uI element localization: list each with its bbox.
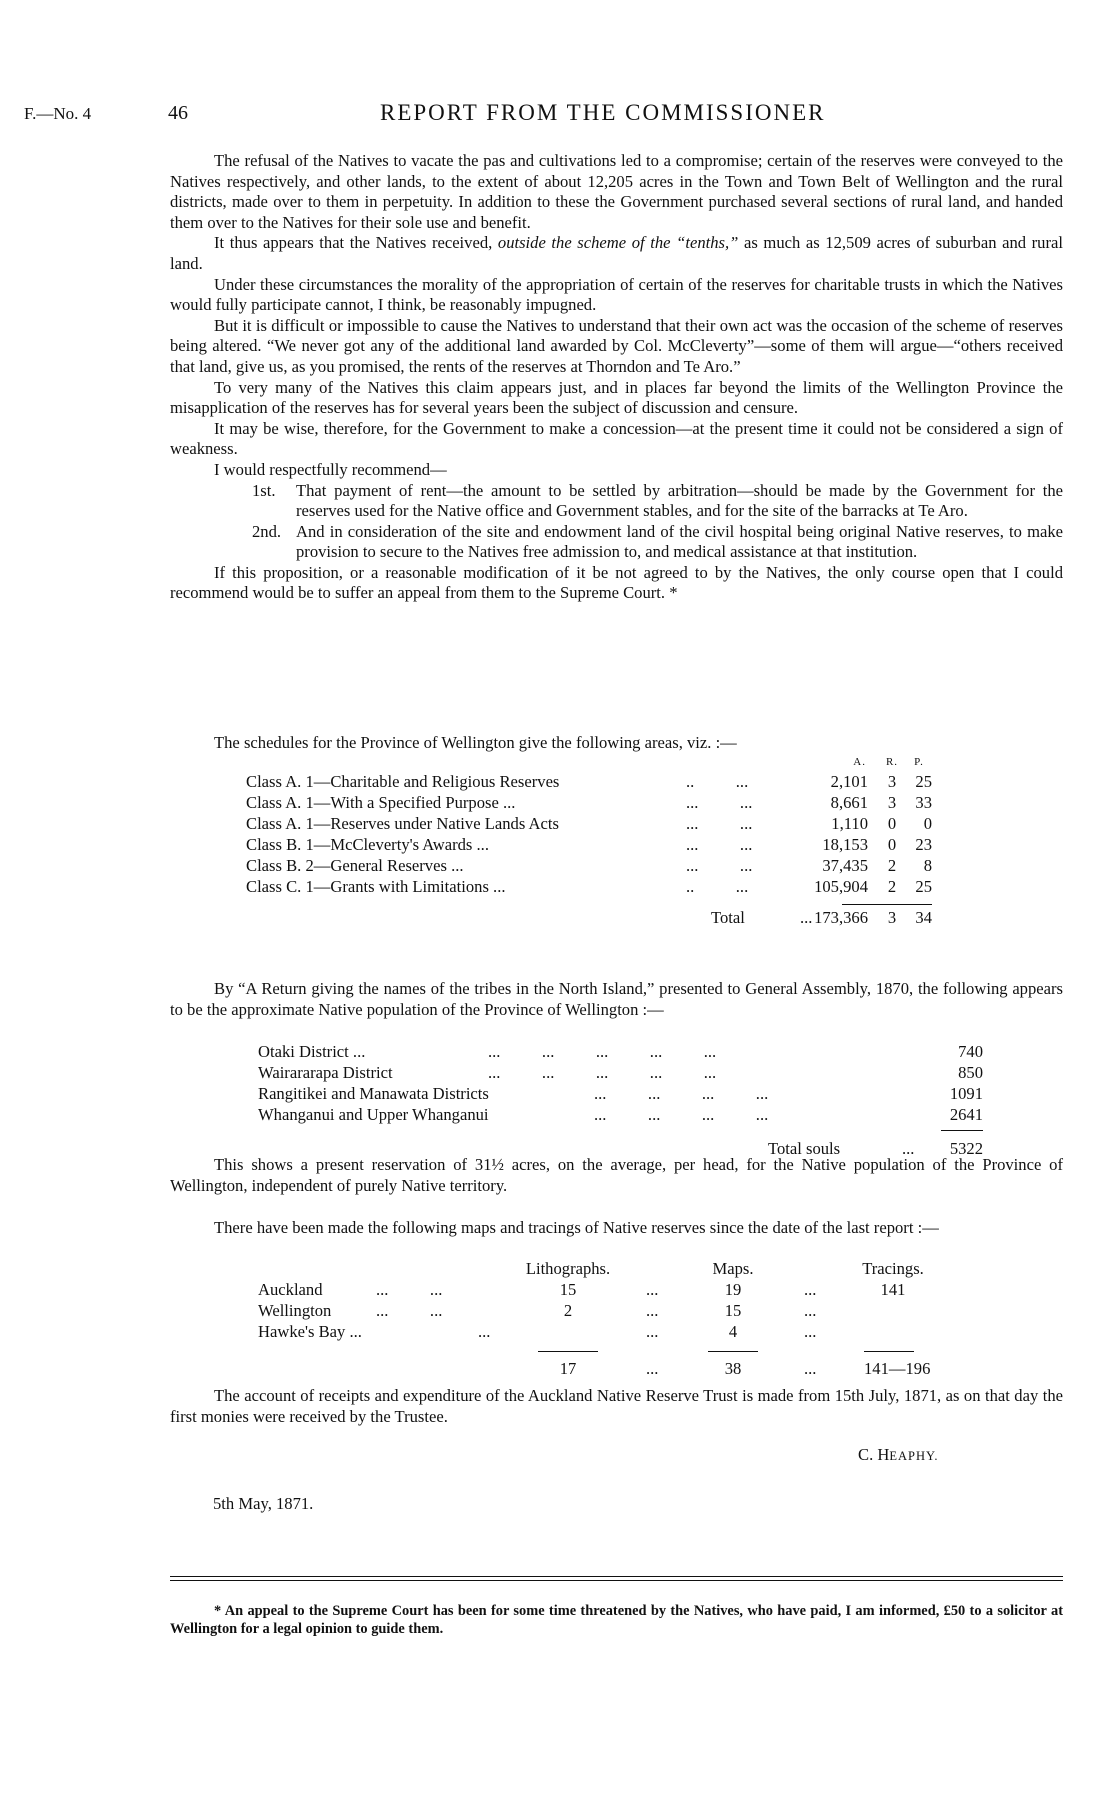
maps-intro: There have been made the following maps and tracings of Native reserves since the date of the last report :— (214, 1218, 939, 1237)
main-text (170, 151, 1063, 604)
recommendation-item: 2nd. And in consideration of the site and endowment land of the civil hospital being original Native reserves, to make provision to secure to the Natives free admission to, and medical assistance at that institution. (252, 521, 1063, 562)
footnote-rule (170, 1576, 1063, 1577)
table-row: Class A. 1—With a Specified Purpose ... ... ... 8,661 3 33 (246, 793, 932, 812)
paragraph-tenths: It thus appears that the Natives received, outside the scheme of the “tenths,” as much as 12,509 acres of suburban and rural land. (170, 233, 1063, 273)
total-rule (842, 904, 932, 905)
recommendation-item: 1st. That payment of rent—the amount to be settled by arbitration—should be made by the Government for the reserves used for the Native office and Government stables, and for the site of the barracks at Te Aro. (252, 480, 1063, 521)
population-table (258, 1041, 988, 1159)
page-number: 46 (168, 102, 188, 124)
table-row: Class B. 1—McCleverty's Awards ... ... ... 18,153 0 23 (246, 835, 932, 854)
total-rule (864, 1351, 914, 1352)
paragraph: To very many of the Natives this claim appears just, and in places far beyond the limits of the Wellington Province the misapplication of the reserves has for several years been the subject of discussion and censure. (170, 377, 1063, 418)
date-line: 5th May, 1871. (213, 1494, 314, 1513)
total-rule (538, 1351, 598, 1352)
table-row: Class C. 1—Grants with Limitations ... .. ... 105,904 2 25 (246, 877, 932, 896)
account-paragraph: The account of receipts and expenditure of the Auckland Native Reserve Trust is made from 15th July, 1871, as on that day the first monies were received by the Trustee. (170, 1386, 1063, 1426)
total-row: Total ... 173,366 3 34 (711, 908, 932, 927)
parliamentary-reference: F.—No. 4 (24, 104, 92, 123)
paragraph-proposition: If this proposition, or a reasonable modification of it be not agreed to by the Natives, the only course open that I could recommend would be to suffer an appeal from them to the Supreme Court. * (170, 562, 1063, 603)
total-rule (708, 1351, 758, 1352)
page-title: REPORT FROM THE COMMISSIONER (380, 100, 826, 125)
paragraph: I would respectfully recommend— (214, 459, 447, 479)
total-rule (941, 1130, 983, 1131)
table-row: Class A. 1—Reserves under Native Lands Acts ... ... 1,110 0 0 (246, 814, 932, 833)
table-row: Class B. 2—General Reserves ... ... ... 37,435 2 8 (246, 856, 932, 875)
maps-table (258, 1258, 978, 1379)
paragraph: But it is difficult or impossible to cause the Natives to understand that their own act was the occasion of the scheme of reserves being altered. “We never got any of the additional land awarded by Col. McCleverty”—some of them will argue—“others received that land, give us, as you promised, the rents of the reserves at Thorndon and Te Aro.” (170, 315, 1063, 376)
page-header (0, 100, 1114, 130)
schedules-header-row (246, 754, 986, 771)
col-acres: A. (853, 756, 866, 768)
reservation-paragraph: This shows a present reservation of 31½ acres, on the average, per head, for the Native population of the Province of Wellington, independent of purely Native territory. (170, 1155, 1063, 1195)
table-row: Wairararapa District ... ... ... ... ... 850 (258, 1063, 983, 1082)
paragraph: It may be wise, therefore, for the Government to make a concession—at the present time it could not be considered a sign of weakness. (170, 418, 1063, 459)
col-roods: R. (885, 756, 899, 768)
footnote: * An appeal to the Supreme Court has been for some time threatened by the Natives, who have paid, I am informed, £50 to a solicitor at Wellington for a legal opinion to guide them. (170, 1603, 1063, 1637)
table-row: Class A. 1—Charitable and Religious Reserves .. ... 2,101 3 25 (246, 772, 932, 791)
table-row: Hawke's Bay ... ... ... 4 ... (258, 1322, 817, 1341)
col-perches: P. (914, 756, 924, 768)
total-row: Total souls ... 5322 (768, 1139, 983, 1158)
footnote-rule (170, 1580, 1063, 1581)
total-row: 17 ... 38 ... 141—196 (559, 1359, 931, 1378)
signature: C. HEAPHY. (858, 1445, 939, 1464)
maps-header-row: Lithographs. Maps. Tracings. (525, 1259, 924, 1278)
table-row: Otaki District ... ... ... ... ... ... 740 (258, 1042, 983, 1061)
paragraph: The refusal of the Natives to vacate the pas and cultivations led to a compromise; certain of the reserves were conveyed to the Natives respectively, and other lands, to the extent of about 12,205 acres in the Town and Town Belt of Wellington and the rural districts, made over to them in perpetuity. In addition to these the Government purchased several sections of rural land, and handed them over to the Natives for their sole use and benefit. (170, 151, 1063, 232)
return-paragraph: By “A Return giving the names of the tribes in the North Island,” presented to General Assembly, 1870, the following appears to be the approximate Native population of the Province of Wellington :— (170, 979, 1063, 1019)
paragraph: Under these circumstances the morality of the appropriation of certain of the reserves for charitable trusts in which the Natives would fully participate cannot, I think, be reasonably impugned. (170, 274, 1063, 315)
schedules-intro: The schedules for the Province of Wellington give the following areas, viz. :— (214, 733, 737, 752)
table-row: Whanganui and Upper Whanganui ... ... ... ... 2641 (258, 1105, 983, 1124)
table-row: Wellington ... ... 2 ... 15 ... (258, 1301, 817, 1320)
table-row: Auckland ... ... 15 ... 19 ... 141 (258, 1280, 906, 1299)
table-row: Rangitikei and Manawata Districts ... ... ... ... 1091 (258, 1084, 983, 1103)
schedules-table (246, 754, 986, 928)
